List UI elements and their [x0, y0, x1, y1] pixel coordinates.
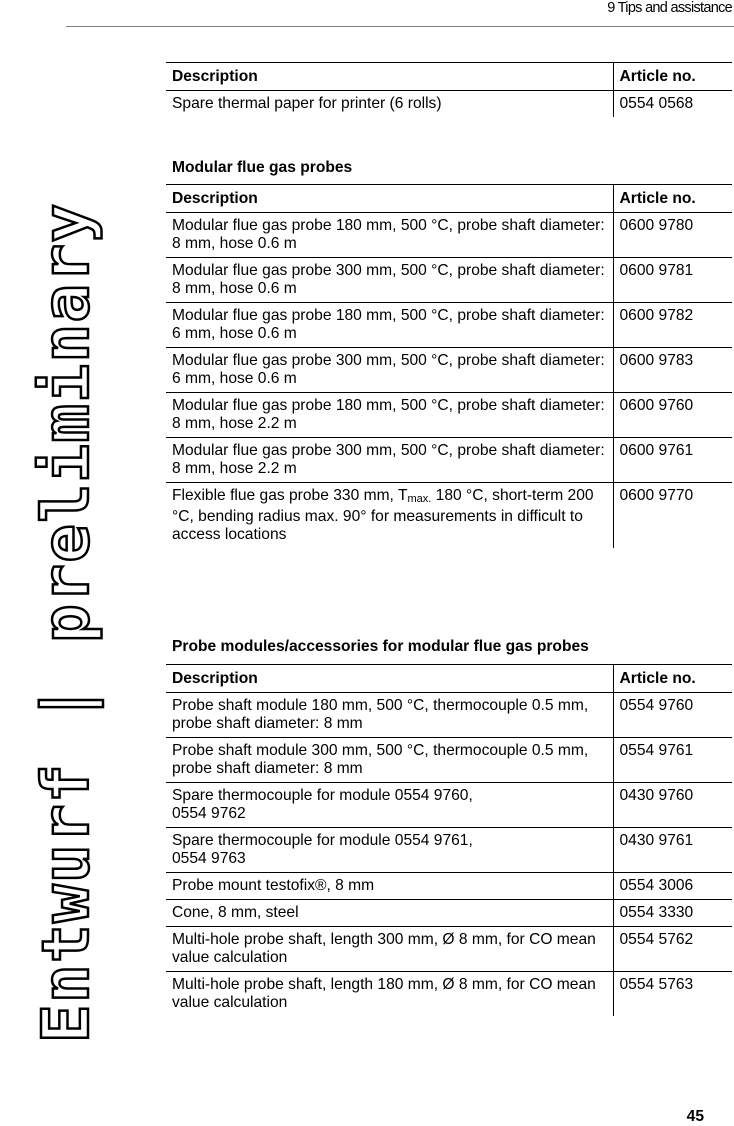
row-description [166, 783, 613, 828]
row-article: 0430 9761 [613, 828, 732, 873]
row-article: 0600 9761 [613, 438, 732, 483]
row-article: 0430 9760 [613, 783, 732, 828]
row-description: Probe shaft module 300 mm, 500 °C, thermocouple 0.5 mm, probe shaft diameter: 8 mm [166, 738, 613, 783]
section-title-probe-modules: Probe modules/accessories for modular flue gas probes [172, 638, 589, 655]
row-description [166, 828, 613, 873]
table-modular-probes [166, 184, 732, 548]
header-rule [66, 26, 734, 27]
row-article: 0554 0568 [613, 91, 732, 118]
table-row [166, 873, 732, 900]
chapter-header: 9 Tips and assistance [607, 0, 732, 16]
row-article: 0554 9760 [613, 693, 732, 738]
table-row [166, 927, 732, 972]
flexible-desc-suffix: 180 °C, short-term 200 °C, bending radius max. 90° for measurements in difficult to access locations [172, 487, 594, 543]
section-title-modular-probes: Modular flue gas probes [172, 159, 353, 176]
row-description: Modular flue gas probe 180 mm, 500 °C, probe shaft diameter: 8 mm, hose 0.6 m [166, 213, 613, 258]
desc-line-2: 0554 9763 [172, 850, 246, 867]
row-description: Modular flue gas probe 180 mm, 500 °C, probe shaft diameter: 6 mm, hose 0.6 m [166, 303, 613, 348]
col-header-description: Description [166, 185, 613, 213]
table-row [166, 393, 732, 438]
row-article: 0554 3330 [613, 900, 732, 927]
flexible-desc-prefix: Flexible flue gas probe 330 mm, T [172, 487, 408, 504]
col-header-article: Article no. [613, 185, 732, 213]
desc-line-2: 0554 9762 [172, 805, 246, 822]
row-description: Modular flue gas probe 300 mm, 500 °C, probe shaft diameter: 8 mm, hose 2.2 m [166, 438, 613, 483]
table-header-row [166, 63, 732, 91]
table-row [166, 693, 732, 738]
table-probe-modules [166, 664, 732, 1016]
table-row [166, 438, 732, 483]
tmax-subscript: max. [407, 493, 432, 505]
row-description: Probe shaft module 180 mm, 500 °C, thermocouple 0.5 mm, probe shaft diameter: 8 mm [166, 693, 613, 738]
table-row [166, 303, 732, 348]
table-row [166, 348, 732, 393]
row-description: Modular flue gas probe 300 mm, 500 °C, probe shaft diameter: 8 mm, hose 0.6 m [166, 258, 613, 303]
col-header-article: Article no. [613, 63, 732, 91]
row-article: 0600 9770 [613, 483, 732, 549]
table-thermal-paper [166, 62, 732, 117]
col-header-description: Description [166, 665, 613, 693]
row-article: 0554 5763 [613, 972, 732, 1017]
table-row [166, 900, 732, 927]
draft-watermark: Entwurf | preliminary [30, 202, 104, 1043]
table-row [166, 828, 732, 873]
row-description: Multi-hole probe shaft, length 300 mm, Ø 8 mm, for CO mean value calculation [166, 927, 613, 972]
row-description: Spare thermal paper for printer (6 rolls) [172, 95, 442, 112]
row-description: Multi-hole probe shaft, length 180 mm, Ø 8 mm, for CO mean value calculation [172, 976, 596, 1011]
row-article: 0554 5762 [613, 927, 732, 972]
row-article: 0600 9781 [613, 258, 732, 303]
page-number: 45 [686, 1108, 704, 1125]
table-row [166, 738, 732, 783]
row-article: 0554 3006 [613, 873, 732, 900]
row-description [166, 483, 613, 549]
row-description: Probe mount testofix®, 8 mm [166, 873, 613, 900]
row-article: 0600 9760 [613, 393, 732, 438]
table-header-row [166, 665, 732, 693]
desc-line-1: Spare thermocouple for module 0554 9761, [172, 832, 473, 849]
desc-line-1: Spare thermocouple for module 0554 9760, [172, 787, 473, 804]
table-row [166, 258, 732, 303]
row-article: 0600 9783 [613, 348, 732, 393]
row-description: Modular flue gas probe 180 mm, 500 °C, probe shaft diameter: 8 mm, hose 2.2 m [166, 393, 613, 438]
row-article: 0554 9761 [613, 738, 732, 783]
table-row [166, 483, 732, 549]
table-row [166, 783, 732, 828]
row-description: Modular flue gas probe 300 mm, 500 °C, probe shaft diameter: 6 mm, hose 0.6 m [166, 348, 613, 393]
row-article: 0600 9780 [613, 213, 732, 258]
table-row [166, 91, 732, 118]
row-description: Cone, 8 mm, steel [166, 900, 613, 927]
col-header-description: Description [166, 63, 613, 91]
table-header-row [166, 185, 732, 213]
table-row [166, 972, 732, 1017]
col-header-article: Article no. [613, 665, 732, 693]
row-article: 0600 9782 [613, 303, 732, 348]
table-row [166, 213, 732, 258]
